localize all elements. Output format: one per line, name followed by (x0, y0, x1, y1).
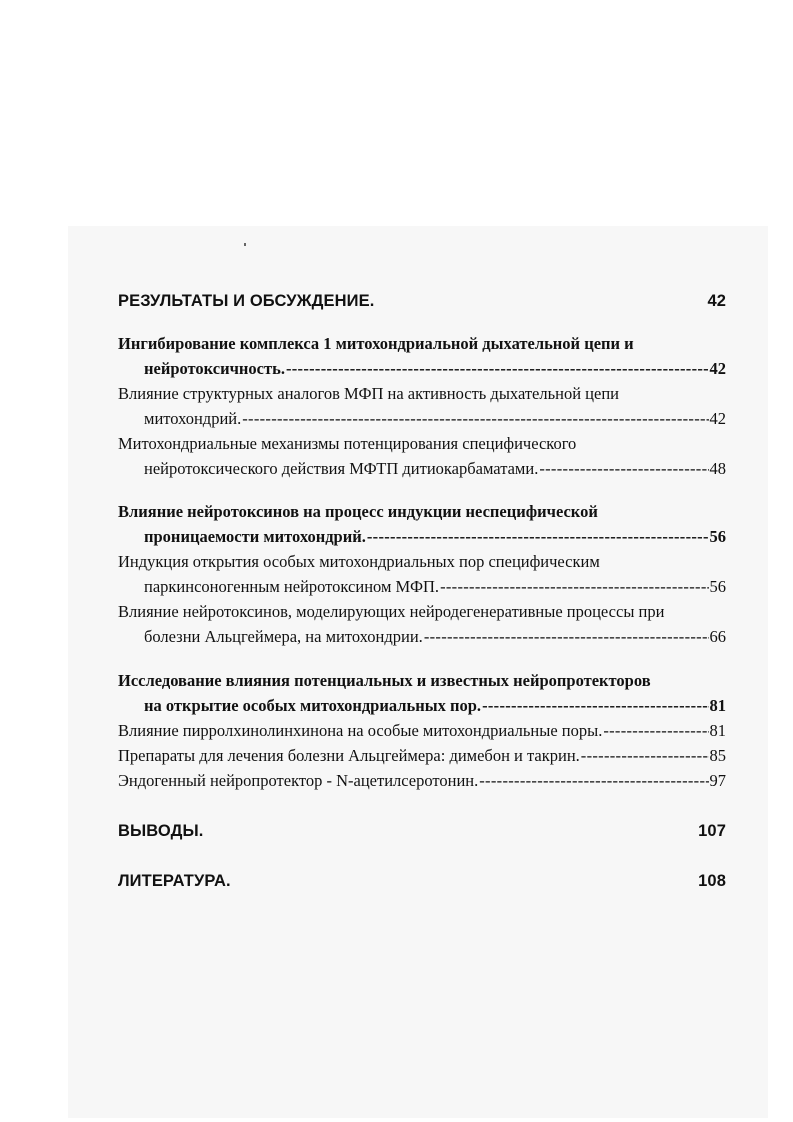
toc-heading-conclusions[interactable] (118, 822, 726, 841)
dot-leader (286, 359, 709, 379)
toc-page-number: 56 (709, 577, 726, 596)
dot-leader (482, 696, 708, 716)
dot-leader (367, 527, 709, 547)
toc-section-title[interactable]: Влияние нейротоксинов на процесс индукции неспецифической (118, 502, 598, 521)
toc-page-number: 81 (709, 696, 726, 715)
toc-subsection-entry[interactable] (118, 746, 726, 766)
toc-subsection-title[interactable]: Влияние структурных аналогов МФП на активность дыхательной цепи (118, 384, 619, 403)
toc-subsection-title[interactable]: Митохондриальные механизмы потенцирования специфического (118, 434, 577, 453)
toc-page-number: 56 (709, 527, 726, 546)
toc-page-number: 85 (709, 746, 726, 765)
toc-subsection-title[interactable]: Индукция открытия особых митохондриальных пор специфическим (118, 552, 600, 571)
dot-leader (242, 409, 708, 429)
toc-page-number: 108 (698, 872, 726, 890)
toc-subsection-title[interactable]: Влияние нейротоксинов, моделирующих нейродегенеративные процессы при (118, 602, 665, 621)
toc-page-number: 66 (709, 627, 726, 646)
dot-leader (479, 771, 708, 791)
dot-leader (440, 577, 708, 597)
toc-entry-text: Влияние пирролхинолинхинона на особые митохондриальные поры. (118, 721, 603, 740)
toc-subsection-entry[interactable] (118, 721, 726, 741)
toc-subsection-entry[interactable] (144, 627, 726, 647)
toc-page-number: 97 (709, 771, 726, 790)
toc-entry-text: проницаемости митохондрий. (144, 527, 366, 546)
toc-page-number: 48 (709, 459, 726, 478)
toc-entry-text: Эндогенный нейропротектор - N-ацетилсеротонин. (118, 771, 479, 790)
toc-subsection-entry[interactable] (144, 577, 726, 597)
toc-entry-text: нейротоксического действия МФТП дитиокарбаматами. (144, 459, 539, 478)
toc-page-number: 107 (698, 822, 726, 840)
toc-heading-title: РЕЗУЛЬТАТЫ И ОБСУЖДЕНИЕ. (118, 292, 375, 310)
toc-section-title[interactable]: Исследование влияния потенциальных и известных нейропротекторов (118, 671, 651, 690)
dot-leader (603, 721, 708, 741)
toc-section-entry[interactable] (144, 359, 726, 379)
toc-section-title[interactable]: Ингибирование комплекса 1 митохондриальной дыхательной цепи и (118, 334, 634, 353)
toc-section-entry[interactable] (144, 696, 726, 716)
toc-entry-text: Препараты для лечения болезни Альцгеймера: димебон и такрин. (118, 746, 580, 765)
toc-section-entry[interactable] (144, 527, 726, 547)
toc-heading-title: ВЫВОДЫ. (118, 822, 204, 840)
toc-subsection-entry[interactable] (118, 771, 726, 791)
toc-page-number: 42 (707, 292, 726, 310)
toc-entry-text: паркинсоногенным нейротоксином МФП. (144, 577, 440, 596)
dot-leader (581, 746, 709, 766)
toc-subsection-entry[interactable] (144, 409, 726, 429)
dot-leader (539, 459, 708, 479)
dot-leader (424, 627, 709, 647)
toc-entry-text: митохондрий. (144, 409, 242, 428)
toc-page-number: 42 (709, 409, 726, 428)
toc-subsection-entry[interactable] (144, 459, 726, 479)
toc-entry-text: болезни Альцгеймера, на митохондрии. (144, 627, 423, 646)
toc-heading-results[interactable] (118, 292, 726, 311)
toc-heading-title: ЛИТЕРАТУРА. (118, 872, 231, 890)
toc-entry-text: на открытие особых митохондриальных пор. (144, 696, 482, 715)
toc-entry-text: нейротоксичность. (144, 359, 285, 378)
toc-page-number: 42 (709, 359, 726, 378)
toc-page-number: 81 (709, 721, 726, 740)
toc-heading-references[interactable] (118, 872, 726, 891)
